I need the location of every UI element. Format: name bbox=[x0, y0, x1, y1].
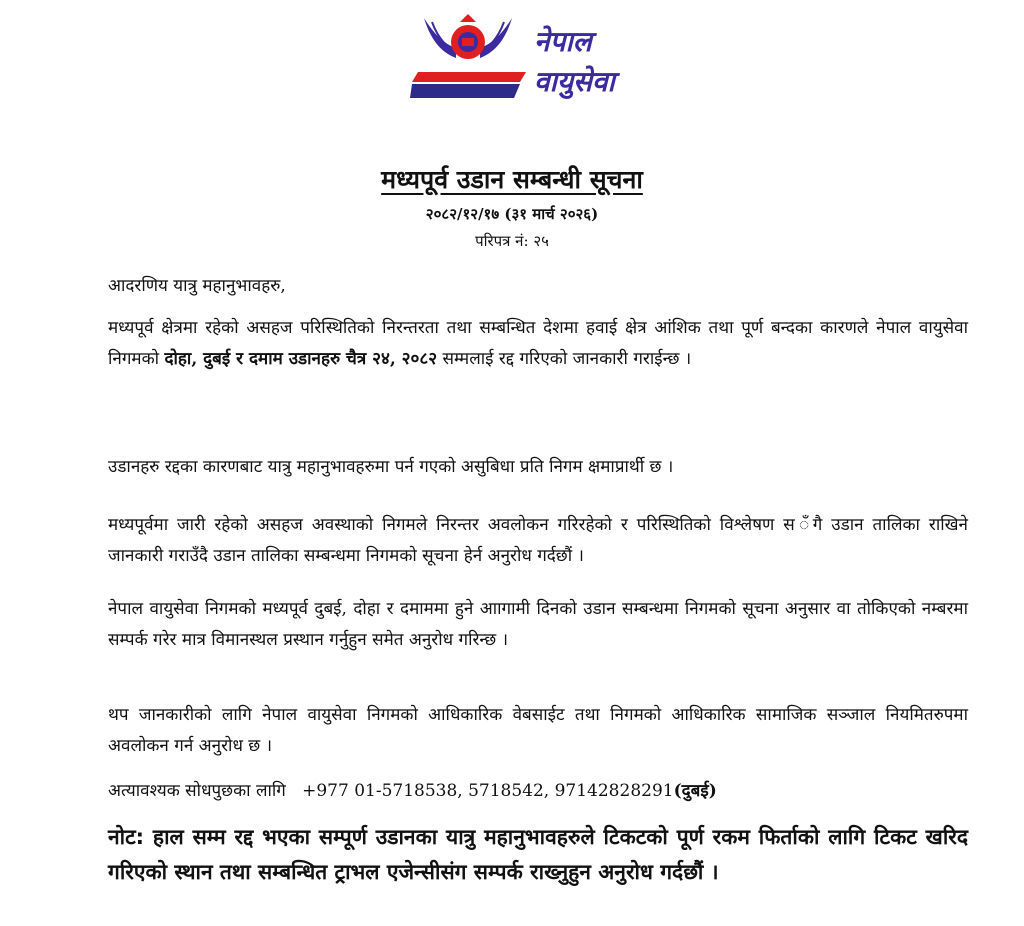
notice-date: २०८२/१२/१७ (३१ मार्च २०२६) bbox=[425, 205, 599, 223]
cancelled-flights-highlight: दोहा, दुबई र दमाम उडानहरु चैत्र २४, २०८२ bbox=[164, 349, 438, 369]
logo-line-2: वायुसेवा bbox=[534, 65, 615, 98]
contact-line bbox=[108, 776, 968, 807]
airline-logo bbox=[410, 8, 640, 108]
paragraph-apology: उडानहरु रद्दका कारणबाट यात्रु महानुभावहरुमा पर्न गएको असुबिधा प्रति निगम क्षमाप्रार्थी छ । bbox=[108, 457, 674, 477]
paragraph-cancellation bbox=[108, 313, 968, 375]
paragraph-cancellation-text-1: मध्यपूर्व क्षेत्रमा रहेको असहज परिस्थितिको निरन्तरता तथा सम्बन्धित देशमा हवाई क्षेत्र आंशिक तथा पूर्ण बन्दका कारणले नेपाल वायुसेवा निगमको bbox=[108, 318, 968, 369]
contact-city: (दुबई) bbox=[673, 781, 717, 801]
contact-label: अत्यावश्यक सोधपुछका लागि bbox=[108, 781, 286, 801]
winged-emblem-icon bbox=[410, 8, 530, 108]
airline-wordmark bbox=[534, 22, 615, 102]
paragraph-departure-advice: नेपाल वायुसेवा निगमको मध्यपूर्व दुबई, दोहा र दमाममा हुने आागामी दिनको उडान सम्बन्धमा निगमको सूचना अनुसार वा तोकिएको नम्बरमा सम्पर्क गरेर मात्र विमानस्थल प्रस्थान गर्नुहुन समेत अनुरोध गरिन्छ । bbox=[108, 599, 968, 650]
greeting: आदरणिय यात्रु महानुभावहरु, bbox=[108, 276, 286, 296]
notice-title: मध्यपूर्व उडान सम्बन्धी सूचना bbox=[381, 165, 643, 194]
paragraph-cancellation-text-2: सम्मलाई रद्द गरिएको जानकारी गराईन्छ । bbox=[437, 349, 692, 369]
paragraph-monitoring: मध्यपूर्वमा जारी रहेको असहज अवस्थाको निगमले निरन्तर अवलोकन गरिरहेको र परिस्थितिको विश्लेषण स ँगै उडान तालिका राखिने जानकारी गराउँदै उडान तालिका सम्बन्धमा निगमको सूचना हेर्न अनुरोध गर्दछौं । bbox=[108, 515, 968, 566]
paragraph-more-info: थप जानकारीको लागि नेपाल वायुसेवा निगमको आधिकारिक वेबसाईट तथा निगमको आधिकारिक सामाजिक सञ्जाल नियमितरुपमा अवलोकन गर्न अनुरोध छ । bbox=[108, 705, 968, 756]
circular-number: परिपत्र नं: २५ bbox=[475, 232, 549, 250]
refund-note: नोट: हाल सम्म रद्द भएका सम्पूर्ण उडानका यात्रु महानुभावहरुले टिकटको पूर्ण रकम फिर्ताको लागि टिकट खरिद गरिएको स्थान तथा सम्बन्धित ट्राभल एजेन्सीसंग सम्पर्क राख्नुहुन अनुरोध गर्दछौं । bbox=[108, 825, 968, 884]
contact-numbers: +977 01-5718538, 5718542, 97142828291 bbox=[302, 781, 674, 801]
logo-line-1: नेपाल bbox=[534, 25, 592, 58]
